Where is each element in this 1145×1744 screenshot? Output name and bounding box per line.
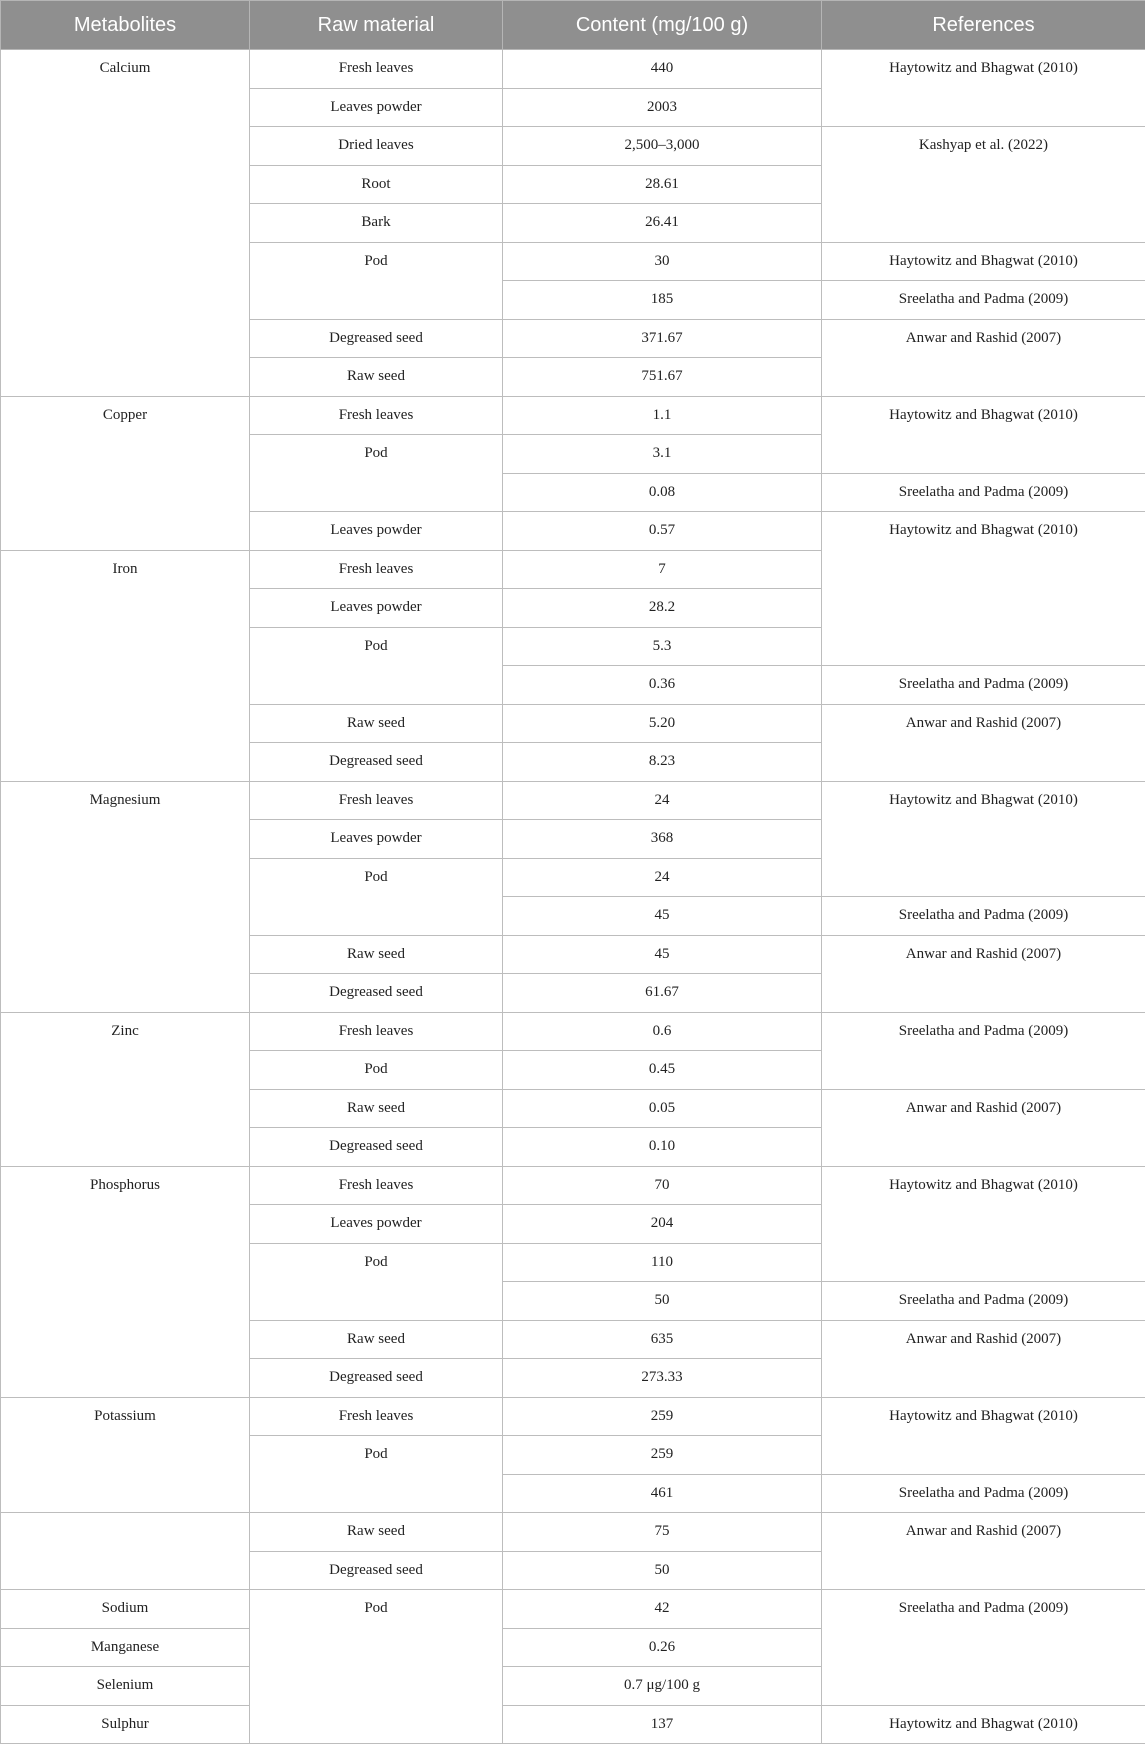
table-cell: Haytowitz and Bhagwat (2010) [822, 1166, 1145, 1282]
table-cell: 461 [503, 1474, 822, 1513]
table-cell: 5.20 [503, 704, 822, 743]
table-cell: Leaves powder [250, 1205, 503, 1244]
table-cell: 371.67 [503, 319, 822, 358]
table-cell: Degreased seed [250, 1551, 503, 1590]
table-cell: Root [250, 165, 503, 204]
table-cell: 110 [503, 1243, 822, 1282]
table-cell: Fresh leaves [250, 50, 503, 89]
table-cell: Pod [250, 1436, 503, 1513]
table-cell: 61.67 [503, 974, 822, 1013]
table-cell: 3.1 [503, 435, 822, 474]
table-cell: Fresh leaves [250, 396, 503, 435]
table-cell: 0.26 [503, 1628, 822, 1667]
table-cell: 0.45 [503, 1051, 822, 1090]
table-cell: 635 [503, 1320, 822, 1359]
table-cell: Degreased seed [250, 974, 503, 1013]
table-cell: Fresh leaves [250, 1012, 503, 1051]
table-cell [1, 1513, 250, 1590]
table-cell: Degreased seed [250, 1128, 503, 1167]
table-cell: 751.67 [503, 358, 822, 397]
table-cell: Anwar and Rashid (2007) [822, 935, 1145, 1012]
table-cell: Anwar and Rashid (2007) [822, 319, 1145, 396]
table-cell: 26.41 [503, 204, 822, 243]
table-cell: Sreelatha and Padma (2009) [822, 1282, 1145, 1321]
table-cell: Raw seed [250, 704, 503, 743]
table-cell: 24 [503, 781, 822, 820]
table-cell: Sreelatha and Padma (2009) [822, 1474, 1145, 1513]
table-cell: Anwar and Rashid (2007) [822, 1513, 1145, 1590]
table-cell: Haytowitz and Bhagwat (2010) [822, 781, 1145, 897]
table-row [1, 1590, 1145, 1629]
table-cell: Fresh leaves [250, 781, 503, 820]
table-cell: 5.3 [503, 627, 822, 666]
table-body [1, 50, 1145, 1744]
table-cell: Bark [250, 204, 503, 243]
table-cell: Magnesium [1, 781, 250, 1012]
table-cell: Raw seed [250, 1089, 503, 1128]
table-cell: 0.57 [503, 512, 822, 551]
table-cell: 50 [503, 1551, 822, 1590]
table-cell: Sreelatha and Padma (2009) [822, 1012, 1145, 1089]
table-cell: 0.08 [503, 473, 822, 512]
table-cell: Fresh leaves [250, 1166, 503, 1205]
table-cell: 75 [503, 1513, 822, 1552]
table-cell: Leaves powder [250, 512, 503, 551]
table-cell: 42 [503, 1590, 822, 1629]
table-cell: 204 [503, 1205, 822, 1244]
table-cell: 0.10 [503, 1128, 822, 1167]
table-cell: Anwar and Rashid (2007) [822, 1089, 1145, 1166]
table-cell: Sreelatha and Padma (2009) [822, 666, 1145, 705]
table-cell: Calcium [1, 50, 250, 397]
table-cell: 0.6 [503, 1012, 822, 1051]
table-cell: Pod [250, 1590, 503, 1744]
table-cell: Pod [250, 627, 503, 704]
table-cell: 8.23 [503, 743, 822, 782]
table-cell: Phosphorus [1, 1166, 250, 1397]
table-cell: Iron [1, 550, 250, 781]
table-cell: Raw seed [250, 1320, 503, 1359]
table-row [1, 1166, 1145, 1205]
table-cell: 0.36 [503, 666, 822, 705]
table-cell: Kashyap et al. (2022) [822, 127, 1145, 243]
header-metabolites: Metabolites [1, 1, 250, 50]
table-cell: 24 [503, 858, 822, 897]
table-cell: 273.33 [503, 1359, 822, 1398]
table-cell: Pod [250, 435, 503, 512]
table-row [1, 781, 1145, 820]
header-references: References [822, 1, 1145, 50]
table-row [1, 1705, 1145, 1744]
table-cell: Zinc [1, 1012, 250, 1166]
table-row [1, 1012, 1145, 1051]
table-cell: Raw seed [250, 1513, 503, 1552]
table-cell: Pod [250, 242, 503, 319]
table-cell: Pod [250, 1243, 503, 1320]
table-header [1, 1, 1145, 50]
table-cell: Sreelatha and Padma (2009) [822, 1590, 1145, 1706]
table-row [1, 1513, 1145, 1552]
table-cell: Haytowitz and Bhagwat (2010) [822, 1397, 1145, 1474]
table-cell: Manganese [1, 1628, 250, 1667]
table-cell: Haytowitz and Bhagwat (2010) [822, 396, 1145, 473]
table-cell: 137 [503, 1705, 822, 1744]
table-cell: Fresh leaves [250, 1397, 503, 1436]
table-cell: 0.05 [503, 1089, 822, 1128]
table-cell: 0.7 μg/100 g [503, 1667, 822, 1706]
table-cell: 45 [503, 935, 822, 974]
table-cell: 45 [503, 897, 822, 936]
table-cell: Selenium [1, 1667, 250, 1706]
table-cell: 2,500–3,000 [503, 127, 822, 166]
table-cell: Degreased seed [250, 1359, 503, 1398]
table-cell: 259 [503, 1397, 822, 1436]
table-cell: Haytowitz and Bhagwat (2010) [822, 50, 1145, 127]
header-content: Content (mg/100 g) [503, 1, 822, 50]
table-cell: Sreelatha and Padma (2009) [822, 281, 1145, 320]
table-cell: Anwar and Rashid (2007) [822, 704, 1145, 781]
table-cell: 50 [503, 1282, 822, 1321]
table-cell: Degreased seed [250, 319, 503, 358]
table-cell: 30 [503, 242, 822, 281]
table-cell: Raw seed [250, 358, 503, 397]
table-cell: 185 [503, 281, 822, 320]
table-row [1, 50, 1145, 89]
table-cell: 259 [503, 1436, 822, 1475]
table-cell: Raw seed [250, 935, 503, 974]
table-cell: Sreelatha and Padma (2009) [822, 473, 1145, 512]
table-cell: Sreelatha and Padma (2009) [822, 897, 1145, 936]
table-cell: 440 [503, 50, 822, 89]
table-cell: Copper [1, 396, 250, 550]
table-cell: Leaves powder [250, 88, 503, 127]
table-cell: 2003 [503, 88, 822, 127]
table-cell: 28.2 [503, 589, 822, 628]
table-cell: Haytowitz and Bhagwat (2010) [822, 1705, 1145, 1744]
table-cell: 28.61 [503, 165, 822, 204]
header-raw-material: Raw material [250, 1, 503, 50]
table-cell: Pod [250, 1051, 503, 1090]
table-cell: Sodium [1, 1590, 250, 1629]
table-cell: Anwar and Rashid (2007) [822, 1320, 1145, 1397]
table-row [1, 396, 1145, 435]
header-row [1, 1, 1145, 50]
table-cell: 1.1 [503, 396, 822, 435]
table-cell: Degreased seed [250, 743, 503, 782]
table-cell: Haytowitz and Bhagwat (2010) [822, 242, 1145, 281]
table-cell: Leaves powder [250, 820, 503, 859]
table-row [1, 1397, 1145, 1436]
table-cell: Sulphur [1, 1705, 250, 1744]
table-cell: 70 [503, 1166, 822, 1205]
table-cell: Pod [250, 858, 503, 935]
table-cell: Dried leaves [250, 127, 503, 166]
table-cell: 7 [503, 550, 822, 589]
table-cell: Haytowitz and Bhagwat (2010) [822, 512, 1145, 666]
table-cell: Fresh leaves [250, 550, 503, 589]
table-cell: 368 [503, 820, 822, 859]
table-cell: Potassium [1, 1397, 250, 1513]
table-cell: Leaves powder [250, 589, 503, 628]
